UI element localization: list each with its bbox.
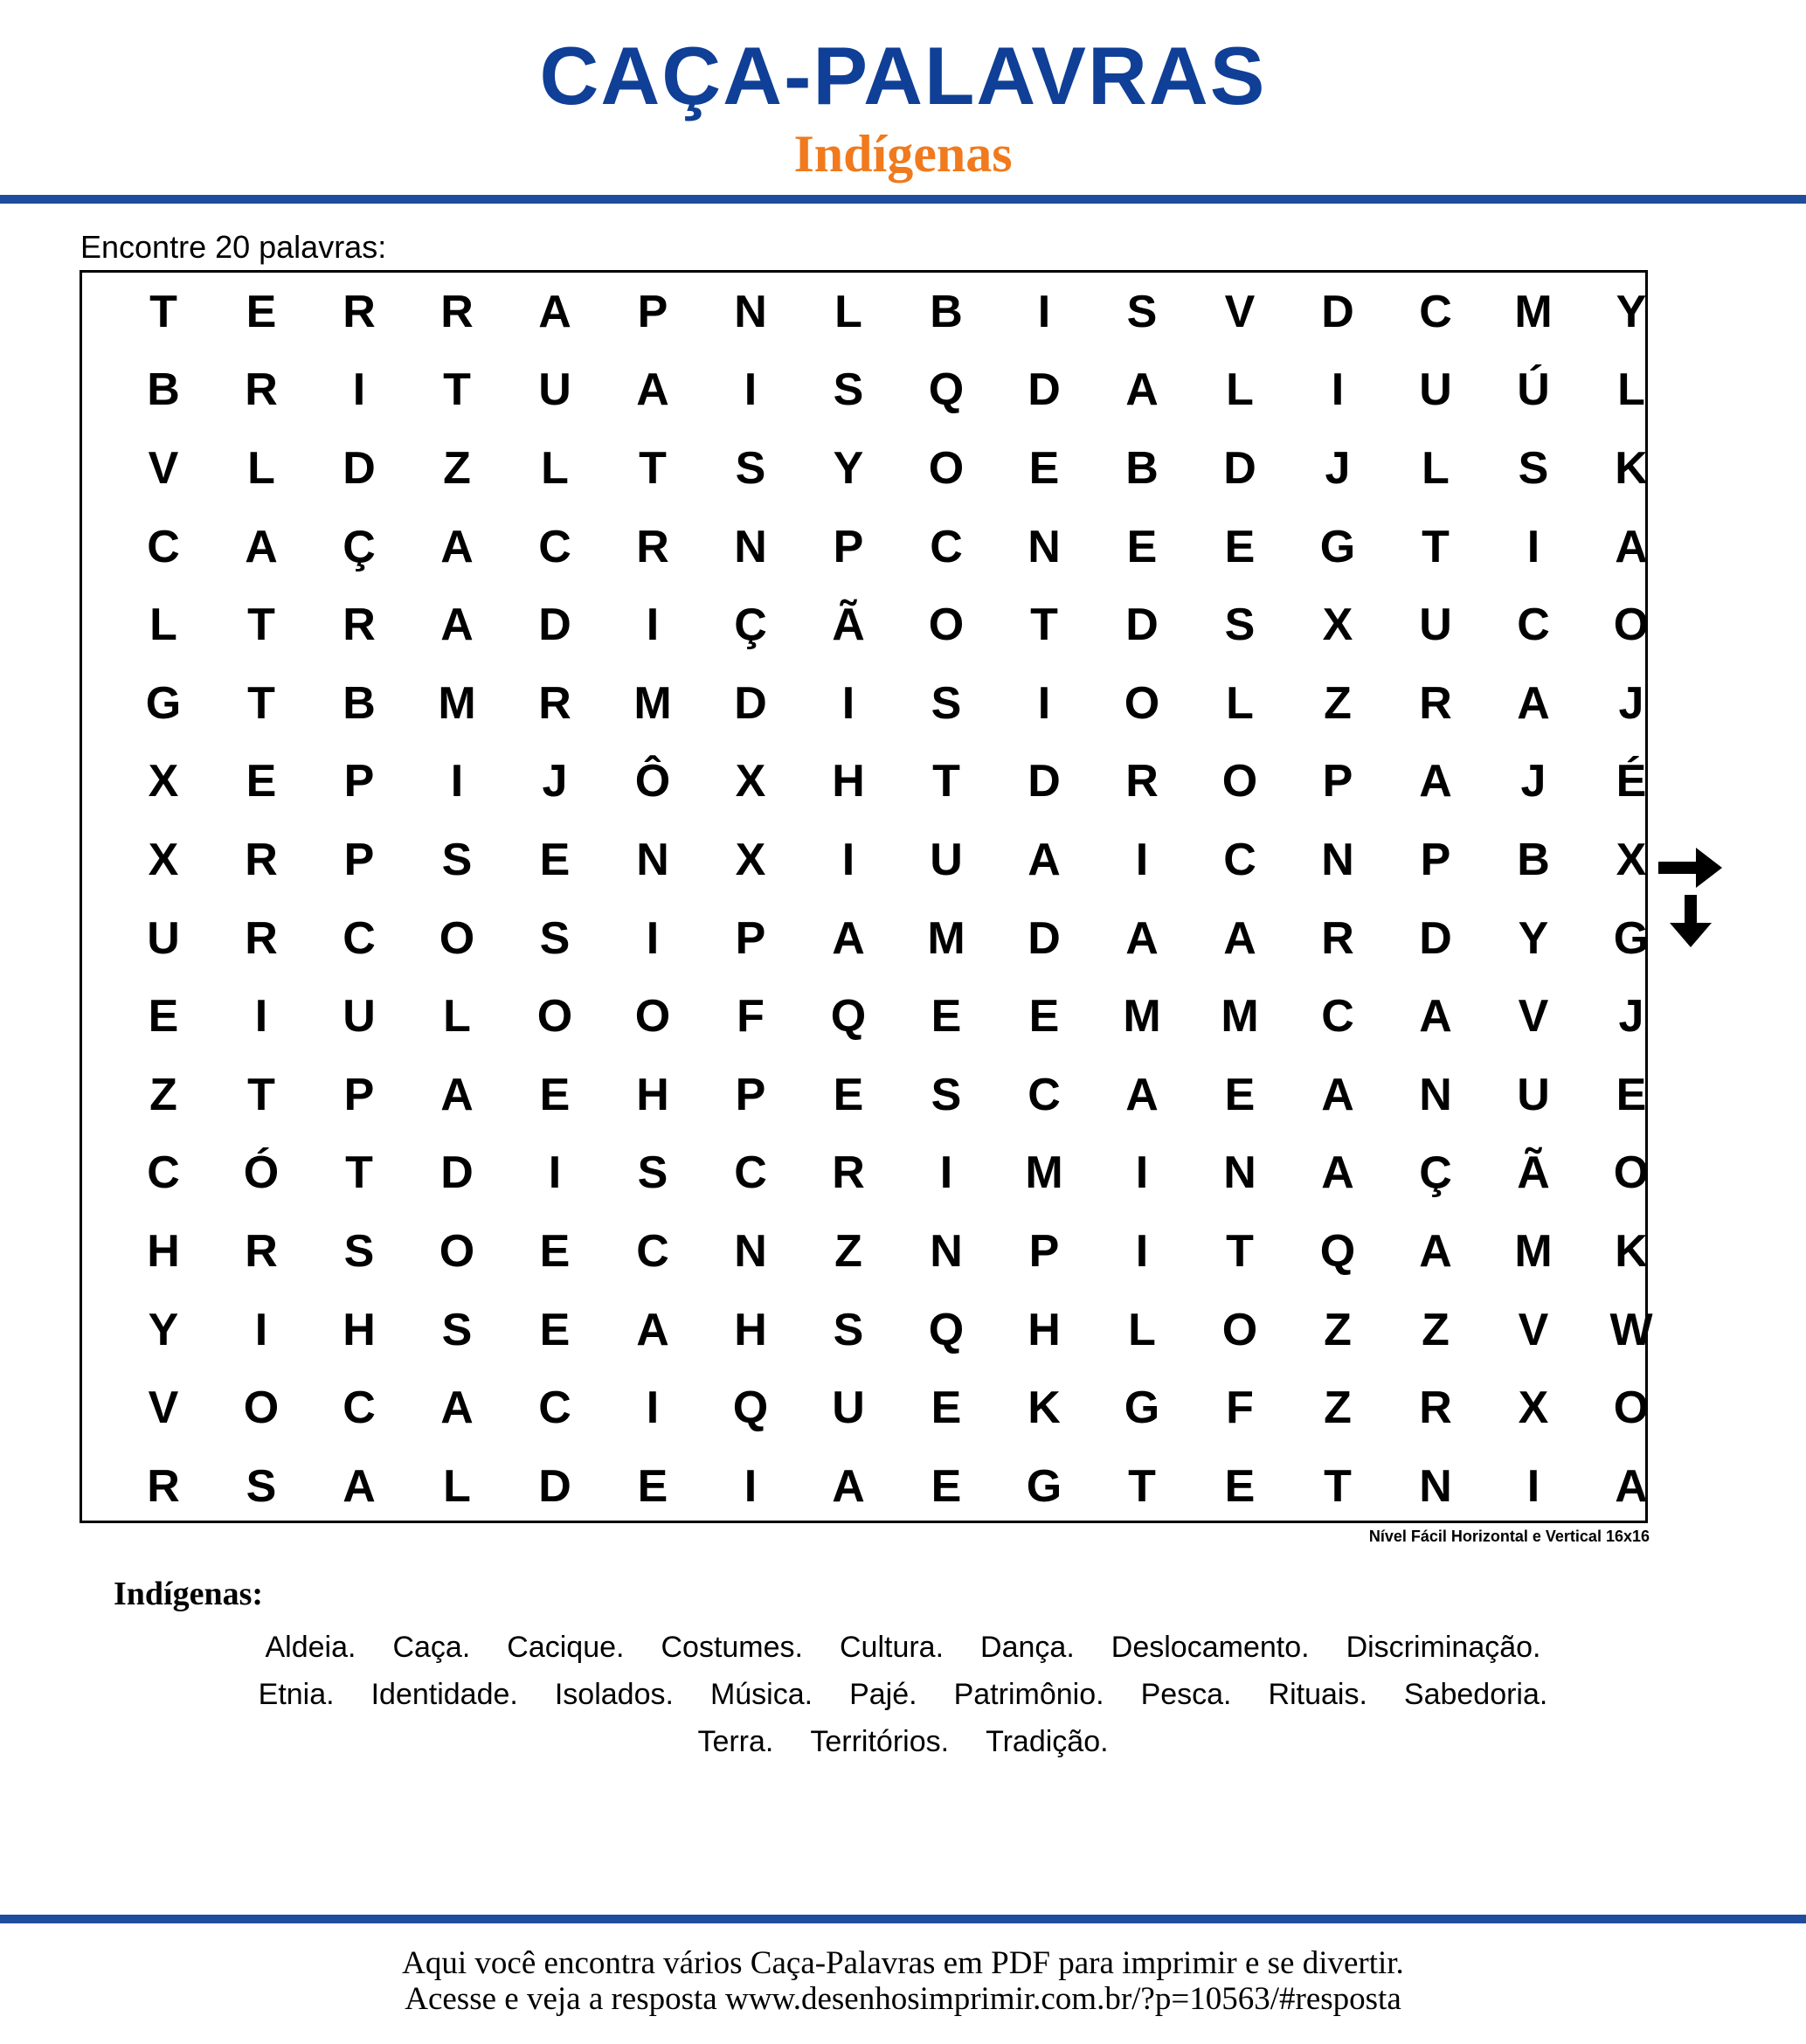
- grid-cell: H: [734, 1304, 767, 1355]
- arrow-right-icon: [1658, 848, 1722, 888]
- grid-cell: S: [735, 442, 766, 494]
- grid-cell: L: [1226, 364, 1254, 416]
- grid-cell: A: [832, 912, 865, 964]
- grid-cell: S: [1126, 286, 1158, 337]
- grid-cell: O: [634, 991, 671, 1043]
- grid-cell: G: [1319, 521, 1356, 572]
- grid-cell: A: [1125, 912, 1159, 964]
- grid-cell: N: [1419, 1460, 1452, 1512]
- grid-cell: C: [636, 1225, 669, 1277]
- grid-cell: G: [145, 677, 182, 729]
- grid-cell: N: [636, 834, 669, 885]
- grid-cell: L: [834, 286, 862, 337]
- grid-cell: A: [1321, 1147, 1354, 1199]
- grid-cell: C: [538, 521, 571, 572]
- grid-cell: I: [744, 1460, 758, 1512]
- grid-cell: Ã: [832, 599, 865, 651]
- grid-cell: O: [536, 991, 573, 1043]
- grid-cell: O: [1221, 756, 1258, 807]
- top-divider: [0, 195, 1806, 204]
- grid-cell: Z: [1422, 1304, 1450, 1355]
- word-search-grid: [80, 270, 1653, 1523]
- grid-cell: T: [932, 756, 960, 807]
- grid-cell: C: [734, 1147, 767, 1199]
- grid-cell: X: [1518, 1382, 1549, 1434]
- grid-cell: P: [343, 756, 375, 807]
- grid-cell: K: [1615, 1225, 1648, 1277]
- grid-cell: C: [1321, 991, 1354, 1043]
- grid-cell: O: [439, 912, 475, 964]
- footer-line-2: Acesse e veja a resposta www.desenhosimprimir.com.br/?p=10563/#resposta: [405, 1981, 1401, 2017]
- grid-cell: E: [1224, 521, 1256, 572]
- grid-cell: H: [343, 1304, 376, 1355]
- grid-cell: T: [639, 442, 667, 494]
- grid-cell: Ô: [634, 756, 671, 807]
- grid-cell: D: [1028, 364, 1061, 416]
- grid-cell: Q: [1319, 1225, 1356, 1277]
- grid-cell: T: [247, 599, 275, 651]
- word-item: Identidade.: [370, 1678, 518, 1711]
- grid-cell: Ç: [1419, 1147, 1452, 1199]
- grid-cell: U: [538, 364, 571, 416]
- direction-arrows-svg: [1656, 841, 1726, 950]
- grid-cell: L: [247, 442, 275, 494]
- grid-cell: H: [147, 1225, 180, 1277]
- word-item: Aldeia.: [265, 1631, 356, 1664]
- grid-cell: E: [246, 286, 277, 337]
- grid-cell: E: [931, 1382, 962, 1434]
- grid-cell: E: [1224, 1069, 1256, 1120]
- grid-cell: A: [1223, 912, 1256, 964]
- grid-cell: X: [1616, 834, 1647, 885]
- grid-cell: S: [833, 364, 864, 416]
- grid-cell: N: [1321, 834, 1354, 885]
- grid-cell: A: [440, 521, 474, 572]
- grid-cell: L: [149, 599, 177, 651]
- grid-cell: E: [539, 834, 571, 885]
- word-list-heading: Indígenas:: [114, 1576, 264, 1612]
- grid-cell: A: [1615, 1460, 1648, 1512]
- grid-cell: I: [646, 1382, 660, 1434]
- grid-cell: R: [1419, 1382, 1452, 1434]
- grid-cell: U: [343, 991, 376, 1043]
- grid-cell: X: [148, 756, 179, 807]
- grid-cell: V: [1518, 1304, 1549, 1355]
- grid-cell: O: [439, 1225, 475, 1277]
- grid-cell: O: [1221, 1304, 1258, 1355]
- word-item: Discriminação.: [1346, 1631, 1541, 1664]
- grid-cell: R: [1419, 677, 1452, 729]
- grid-cell: D: [1321, 286, 1354, 337]
- grid-cell: I: [1037, 286, 1051, 337]
- grid-cell: A: [245, 521, 278, 572]
- grid-cell: I: [1526, 1460, 1540, 1512]
- grid-cell: P: [833, 521, 864, 572]
- grid-cell: R: [538, 677, 571, 729]
- grid-cell: O: [1613, 1147, 1650, 1199]
- grid-cell: S: [1518, 442, 1549, 494]
- word-item: Rituais.: [1268, 1678, 1367, 1711]
- grid-cell: I: [1037, 677, 1051, 729]
- word-list-line-2: [0, 1680, 1806, 1709]
- grid-cell: C: [343, 1382, 376, 1434]
- grid-cell: C: [930, 521, 963, 572]
- grid-cell: U: [1419, 364, 1452, 416]
- grid-cell: Y: [148, 1304, 179, 1355]
- grid-cell: E: [833, 1069, 864, 1120]
- grid-cell: Ó: [243, 1147, 280, 1199]
- grid-cell: D: [1028, 912, 1061, 964]
- word-item: Deslocamento.: [1111, 1631, 1310, 1664]
- grid-cell: D: [538, 1460, 571, 1512]
- grid-cell: L: [443, 991, 471, 1043]
- grid-cell: P: [343, 1069, 375, 1120]
- grid-cell: M: [927, 912, 965, 964]
- direction-indicators: [1656, 841, 1726, 950]
- grid-cell: H: [832, 756, 865, 807]
- grid-cell: X: [148, 834, 179, 885]
- grid-cell: R: [636, 521, 669, 572]
- grid-cell: B: [343, 677, 376, 729]
- grid-cell: D: [343, 442, 376, 494]
- grid-cell: Q: [830, 991, 867, 1043]
- grid-cell: D: [538, 599, 571, 651]
- grid-cell: P: [735, 1069, 766, 1120]
- grid-cell: U: [1419, 599, 1452, 651]
- grid-cell: B: [930, 286, 963, 337]
- grid-cell: U: [1517, 1069, 1550, 1120]
- word-item: Isolados.: [554, 1678, 674, 1711]
- grid-cell: A: [1615, 521, 1648, 572]
- grid-cell: U: [832, 1382, 865, 1434]
- grid-cell: D: [1125, 599, 1159, 651]
- grid-cell: R: [245, 1225, 278, 1277]
- grid-cell: I: [254, 1304, 268, 1355]
- grid-cell: A: [636, 364, 669, 416]
- grid-cell: B: [1125, 442, 1159, 494]
- grid-cell: A: [440, 1382, 474, 1434]
- grid-cell: K: [1028, 1382, 1061, 1434]
- grid-cell: Y: [1616, 286, 1647, 337]
- grid-cell: N: [1223, 1147, 1256, 1199]
- grid-cell: P: [343, 834, 375, 885]
- grid-cell: R: [147, 1460, 180, 1512]
- grid-cell: N: [930, 1225, 963, 1277]
- grid-cell: I: [841, 834, 855, 885]
- word-item: Etnia.: [258, 1678, 335, 1711]
- grid-cell: P: [1420, 834, 1451, 885]
- grid-cell: E: [1028, 991, 1060, 1043]
- grid-cell: U: [147, 912, 180, 964]
- grid-cell: C: [1419, 286, 1452, 337]
- grid-cell: P: [1028, 1225, 1060, 1277]
- grid-cell: J: [1618, 677, 1644, 729]
- page-title: CAÇA-PALAVRAS: [539, 30, 1267, 121]
- grid-cell: I: [254, 991, 268, 1043]
- grid-cell: Z: [149, 1069, 177, 1120]
- grid-cell: R: [245, 364, 278, 416]
- grid-cell: Ç: [734, 599, 767, 651]
- word-item: Terra.: [697, 1725, 774, 1758]
- grid-cell: X: [1322, 599, 1353, 651]
- grid-cell: E: [931, 1460, 962, 1512]
- grid-cell: I: [841, 677, 855, 729]
- grid-cell: Q: [928, 364, 965, 416]
- grid-cell: M: [633, 677, 672, 729]
- grid-cell: S: [441, 834, 473, 885]
- grid-cell: N: [1419, 1069, 1452, 1120]
- grid-cell: M: [438, 677, 476, 729]
- grid-cell: P: [637, 286, 668, 337]
- grid-cell: L: [443, 1460, 471, 1512]
- grid-cell: C: [147, 1147, 180, 1199]
- grid-cell: T: [1226, 1225, 1254, 1277]
- grid-cell: J: [1520, 756, 1547, 807]
- grid-cell: O: [243, 1382, 280, 1434]
- grid-cell: I: [1331, 364, 1345, 416]
- arrow-down-icon: [1670, 895, 1712, 947]
- grid-cell: E: [1616, 1069, 1647, 1120]
- grid-cell: V: [1518, 991, 1549, 1043]
- grid-cell: K: [1615, 442, 1648, 494]
- grid-cell: E: [1126, 521, 1158, 572]
- grid-cell: S: [539, 912, 571, 964]
- grid-cell: A: [1125, 1069, 1159, 1120]
- grid-cell: W: [1609, 1304, 1653, 1355]
- grid-cell: I: [1135, 1147, 1149, 1199]
- word-item: Territórios.: [810, 1725, 950, 1758]
- letter-grid: [114, 273, 1680, 1526]
- grid-cell: A: [1125, 364, 1159, 416]
- grid-cell: A: [343, 1460, 376, 1512]
- grid-cell: R: [832, 1147, 865, 1199]
- grid-cell: N: [734, 521, 767, 572]
- grid-cell: M: [1514, 286, 1553, 337]
- grid-cell: G: [1026, 1460, 1062, 1512]
- grid-cell: M: [1123, 991, 1161, 1043]
- grid-cell: T: [247, 1069, 275, 1120]
- grid-cell: O: [928, 442, 965, 494]
- grid-cell: D: [1419, 912, 1452, 964]
- grid-cell: O: [1613, 1382, 1650, 1434]
- grid-cell: J: [542, 756, 568, 807]
- grid-cell: I: [744, 364, 758, 416]
- grid-cell: C: [343, 912, 376, 964]
- grid-cell: M: [1025, 1147, 1063, 1199]
- grid-cell: A: [440, 1069, 474, 1120]
- grid-cell: I: [646, 599, 660, 651]
- grid-cell: D: [1223, 442, 1256, 494]
- grid-cell: R: [343, 599, 376, 651]
- grid-cell: I: [352, 364, 366, 416]
- grid-cell: A: [440, 599, 474, 651]
- grid-cell: J: [1325, 442, 1351, 494]
- grid-cell: A: [1321, 1069, 1354, 1120]
- grid-cell: Z: [1324, 677, 1352, 729]
- grid-cell: S: [343, 1225, 375, 1277]
- grid-cell: Y: [1518, 912, 1549, 964]
- word-item: Pesca.: [1140, 1678, 1232, 1711]
- footer-line-1: Aqui você encontra vários Caça-Palavras em PDF para imprimir e se divertir.: [402, 1945, 1404, 1981]
- grid-cell: V: [148, 442, 179, 494]
- grid-cell: N: [1028, 521, 1061, 572]
- grid-cell: E: [539, 1304, 571, 1355]
- word-list-line-1: [0, 1632, 1806, 1662]
- grid-cell: P: [735, 912, 766, 964]
- grid-cell: I: [450, 756, 464, 807]
- grid-cell: I: [548, 1147, 562, 1199]
- grid-cell: L: [1128, 1304, 1156, 1355]
- grid-cell: F: [1226, 1382, 1254, 1434]
- grid-cell: C: [1517, 599, 1550, 651]
- grid-cell: A: [1028, 834, 1061, 885]
- grid-cell: T: [1128, 1460, 1156, 1512]
- grid-cell: E: [246, 756, 277, 807]
- word-item: Costumes.: [661, 1631, 803, 1664]
- grid-cell: Z: [1324, 1382, 1352, 1434]
- grid-cell: S: [246, 1460, 277, 1512]
- grid-cell: C: [147, 521, 180, 572]
- grid-cell: I: [1135, 1225, 1149, 1277]
- grid-cell: T: [1422, 521, 1450, 572]
- grid-cell: N: [734, 1225, 767, 1277]
- grid-cell: Ã: [1517, 1147, 1550, 1199]
- grid-cell: T: [149, 286, 177, 337]
- grid-cell: R: [343, 286, 376, 337]
- grid-cell: H: [636, 1069, 669, 1120]
- grid-cell: Q: [732, 1382, 769, 1434]
- level-note: Nível Fácil Horizontal e Vertical 16x16: [1368, 1528, 1650, 1545]
- grid-cell: A: [1517, 677, 1550, 729]
- grid-cell: N: [734, 286, 767, 337]
- word-item: Patrimônio.: [953, 1678, 1104, 1711]
- grid-cell: Q: [928, 1304, 965, 1355]
- grid-cell: U: [930, 834, 963, 885]
- grid-cell: S: [441, 1304, 473, 1355]
- grid-cell: A: [636, 1304, 669, 1355]
- grid-cell: Ú: [1517, 364, 1550, 416]
- grid-cell: S: [637, 1147, 668, 1199]
- grid-cell: S: [931, 1069, 962, 1120]
- grid-cell: X: [735, 834, 766, 885]
- word-item: Cacique.: [507, 1631, 625, 1664]
- grid-cell: S: [931, 677, 962, 729]
- bottom-divider: [0, 1915, 1806, 1923]
- grid-cell: A: [538, 286, 571, 337]
- word-item: Música.: [709, 1678, 813, 1711]
- word-item: Dança.: [980, 1631, 1075, 1664]
- grid-cell: M: [1221, 991, 1259, 1043]
- grid-cell: L: [1422, 442, 1450, 494]
- grid-cell: Y: [833, 442, 864, 494]
- grid-cell: V: [148, 1382, 179, 1434]
- grid-cell: O: [1613, 599, 1650, 651]
- grid-cell: C: [538, 1382, 571, 1434]
- grid-cell: C: [1028, 1069, 1061, 1120]
- grid-cell: D: [1028, 756, 1061, 807]
- grid-cell: A: [1419, 991, 1452, 1043]
- grid-cell: V: [1224, 286, 1256, 337]
- word-item: Caça.: [392, 1631, 471, 1664]
- grid-cell: T: [345, 1147, 373, 1199]
- grid-cell: G: [1124, 1382, 1160, 1434]
- grid-cell: B: [1517, 834, 1550, 885]
- grid-cell: M: [1514, 1225, 1553, 1277]
- grid-cell: R: [245, 834, 278, 885]
- word-item: Sabedoria.: [1403, 1678, 1548, 1711]
- grid-cell: R: [1321, 912, 1354, 964]
- grid-cell: I: [1526, 521, 1540, 572]
- grid-cell: E: [1028, 442, 1060, 494]
- word-item: Cultura.: [839, 1631, 945, 1664]
- grid-cell: P: [1322, 756, 1353, 807]
- grid-cell: D: [440, 1147, 474, 1199]
- grid-cell: E: [539, 1225, 571, 1277]
- grid-cell: E: [539, 1069, 571, 1120]
- grid-cell: É: [1616, 756, 1647, 807]
- grid-cell: L: [541, 442, 569, 494]
- grid-cell: E: [1224, 1460, 1256, 1512]
- grid-cell: E: [931, 991, 962, 1043]
- word-item: Pajé.: [849, 1678, 917, 1711]
- grid-cell: A: [832, 1460, 865, 1512]
- grid-cell: L: [1617, 364, 1645, 416]
- word-item: Tradição.: [986, 1725, 1109, 1758]
- grid-cell: A: [1419, 756, 1452, 807]
- grid-cell: E: [148, 991, 179, 1043]
- grid-cell: T: [1030, 599, 1058, 651]
- grid-cell: F: [737, 991, 765, 1043]
- grid-cell: B: [147, 364, 180, 416]
- grid-cell: I: [1135, 834, 1149, 885]
- grid-cell: R: [1125, 756, 1159, 807]
- grid-cell: O: [1124, 677, 1160, 729]
- instruction-text: Encontre 20 palavras:: [80, 229, 387, 265]
- grid-cell: C: [1223, 834, 1256, 885]
- grid-cell: H: [1028, 1304, 1061, 1355]
- word-list-line-3: [0, 1727, 1806, 1756]
- grid-cell: S: [1224, 599, 1256, 651]
- grid-cell: Z: [834, 1225, 862, 1277]
- grid-cell: S: [833, 1304, 864, 1355]
- grid-cell: O: [928, 599, 965, 651]
- grid-cell: X: [735, 756, 766, 807]
- grid-cell: T: [247, 677, 275, 729]
- grid-cell: E: [637, 1460, 668, 1512]
- grid-cell: R: [245, 912, 278, 964]
- grid-cell: Z: [443, 442, 471, 494]
- grid-cell: Ç: [343, 521, 376, 572]
- grid-cell: L: [1226, 677, 1254, 729]
- grid-cell: A: [1419, 1225, 1452, 1277]
- grid-cell: Z: [1324, 1304, 1352, 1355]
- grid-cell: I: [646, 912, 660, 964]
- grid-cell: J: [1618, 991, 1644, 1043]
- grid-cell: G: [1613, 912, 1650, 964]
- grid-cell: D: [734, 677, 767, 729]
- grid-cell: I: [939, 1147, 953, 1199]
- grid-cell: T: [443, 364, 471, 416]
- grid-cell: T: [1324, 1460, 1352, 1512]
- grid-cell: R: [440, 286, 474, 337]
- page-subtitle: Indígenas: [793, 125, 1013, 183]
